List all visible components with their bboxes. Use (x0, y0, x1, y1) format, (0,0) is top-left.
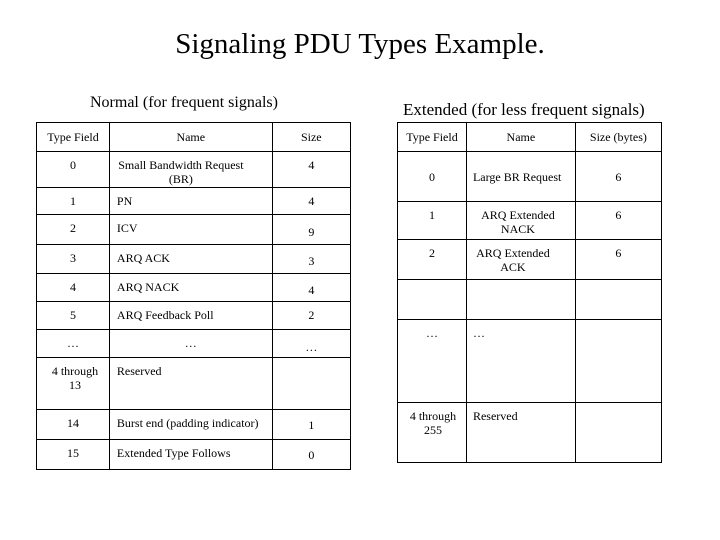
name-cell: … (466, 320, 575, 403)
type-cell: … (37, 330, 110, 358)
table-row (398, 240, 662, 280)
size-cell: 3 (272, 245, 350, 274)
size-cell: 4 (272, 274, 350, 302)
name-text: Small Bandwidth Request (BR) (118, 158, 244, 186)
type-cell (37, 358, 110, 410)
header-size: Size (bytes) (575, 123, 661, 152)
type-cell: 4 (37, 274, 110, 302)
table-row (37, 215, 351, 245)
name-cell: Reserved (466, 403, 575, 463)
table-row (37, 330, 351, 358)
type-cell: … (398, 320, 467, 403)
size-cell: 0 (272, 440, 350, 470)
type-cell: 2 (398, 240, 467, 280)
header-name: Name (109, 123, 272, 152)
type-cell: 0 (398, 152, 467, 202)
table-row (37, 440, 351, 470)
type-cell: 5 (37, 302, 110, 330)
type-cell: 0 (37, 152, 110, 188)
type-cell: 1 (37, 188, 110, 215)
name-cell: … (109, 330, 272, 358)
name-cell: ICV (109, 215, 272, 245)
type-text: 4 through 13 (51, 364, 99, 392)
type-cell: 14 (37, 410, 110, 440)
type-cell: 2 (37, 215, 110, 245)
size-cell (575, 403, 661, 463)
size-cell (272, 358, 350, 410)
size-cell: 9 (272, 215, 350, 245)
table-row (398, 152, 662, 202)
type-cell: 15 (37, 440, 110, 470)
size-cell: 6 (575, 152, 661, 202)
type-cell (398, 280, 467, 320)
header-size: Size (272, 123, 350, 152)
table-header-row (37, 123, 351, 152)
table-row (398, 320, 662, 403)
table-row (37, 410, 351, 440)
size-cell: 4 (272, 188, 350, 215)
table-row (398, 202, 662, 240)
name-cell: ARQ Feedback Poll (109, 302, 272, 330)
type-cell: 1 (398, 202, 467, 240)
name-cell: Burst end (padding indicator) (109, 410, 272, 440)
name-cell (466, 202, 575, 240)
size-cell: 4 (272, 152, 350, 188)
size-cell: … (272, 330, 350, 358)
name-cell: Large BR Request (466, 152, 575, 202)
table-row (37, 358, 351, 410)
type-text: 4 through 255 (409, 409, 457, 437)
name-cell: ARQ ACK (109, 245, 272, 274)
table-row (398, 280, 662, 320)
header-type-field: Type Field (37, 123, 110, 152)
table-header-row (398, 123, 662, 152)
slide-title: Signaling PDU Types Example. (175, 28, 545, 60)
size-cell (575, 320, 661, 403)
normal-table-subtitle: Normal (for frequent signals) (90, 94, 278, 111)
table-row (37, 274, 351, 302)
table-row (37, 152, 351, 188)
name-cell (466, 240, 575, 280)
name-cell (466, 280, 575, 320)
table-row (398, 403, 662, 463)
name-cell: Reserved (109, 358, 272, 410)
table-row (37, 302, 351, 330)
size-cell (575, 280, 661, 320)
name-text: ARQ Extended NACK (481, 208, 555, 236)
name-cell: Extended Type Follows (109, 440, 272, 470)
name-text: ARQ Extended ACK (476, 246, 550, 274)
table-row (37, 245, 351, 274)
size-cell: 1 (272, 410, 350, 440)
extended-table-subtitle: Extended (for less frequent signals) (403, 100, 645, 119)
table-row (37, 188, 351, 215)
header-name: Name (466, 123, 575, 152)
size-cell: 2 (272, 302, 350, 330)
extended-types-table (397, 122, 662, 463)
name-cell (109, 152, 272, 188)
name-cell: PN (109, 188, 272, 215)
type-cell (398, 403, 467, 463)
size-cell: 6 (575, 202, 661, 240)
type-cell: 3 (37, 245, 110, 274)
size-cell: 6 (575, 240, 661, 280)
header-type-field: Type Field (398, 123, 467, 152)
normal-types-table (36, 122, 351, 470)
name-cell: ARQ NACK (109, 274, 272, 302)
